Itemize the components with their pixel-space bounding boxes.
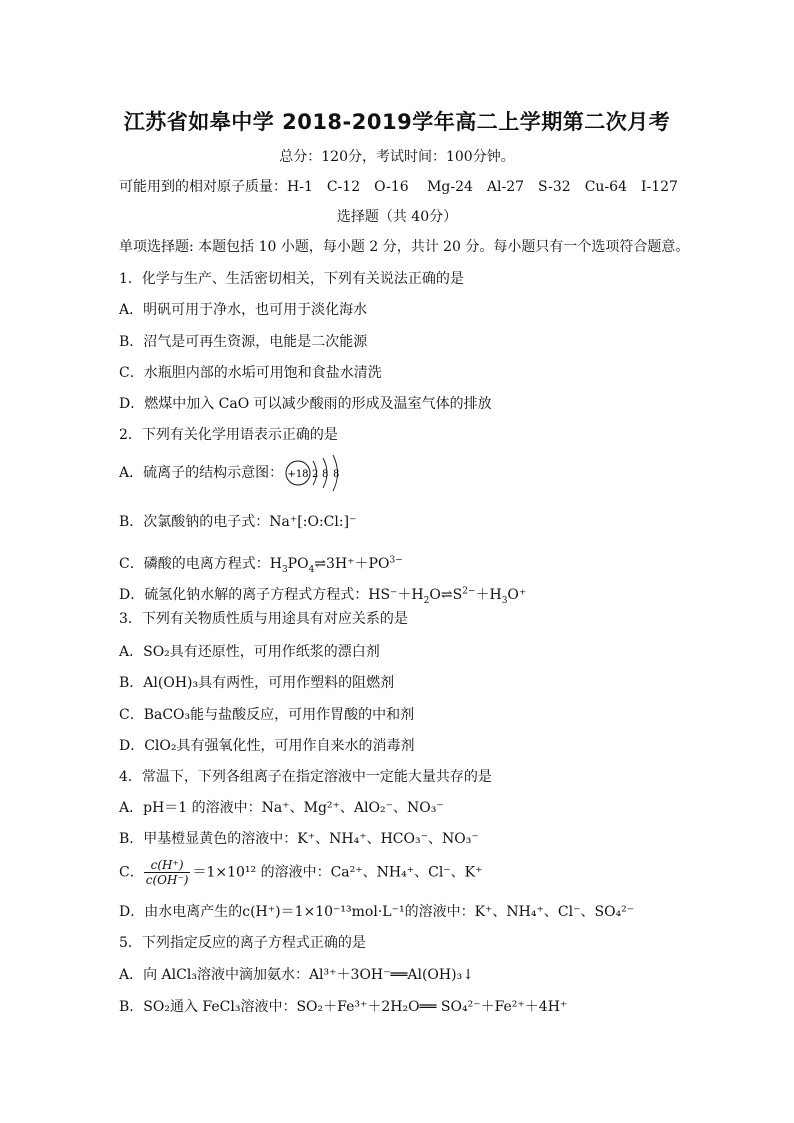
- eq-sub: 3: [501, 595, 508, 606]
- q4-option-a: A．pH＝1 的溶液中：Na⁺、Mg²⁺、AlO₂⁻、NO₃⁻: [119, 800, 444, 816]
- q4-option-c-rest: ＝1×10¹² 的溶液中：Ca²⁺、NH₄⁺、Cl⁻、K⁺: [192, 864, 483, 881]
- q2-option-c: [119, 555, 403, 573]
- q1-stem: 1．化学与生产、生活密切相关，下列有关说法正确的是: [119, 271, 464, 287]
- shell-2-electrons: 8: [322, 469, 329, 480]
- q2-option-c-label: C．磷酸的电离方程式：: [119, 556, 270, 572]
- q3-option-b: B．Al(OH)₃具有两性，可用作塑料的阻燃剂: [119, 675, 395, 691]
- q3-option-a: A．SO₂具有还原性，可用作纸浆的漂白剂: [119, 644, 380, 660]
- shell-3-electrons: 8: [333, 469, 340, 480]
- atomic-masses: 可能用到的相对原子质量：H-1 C-12 O-16 Mg-24 Al-27 S-32 Cu-64 I-127: [119, 179, 678, 195]
- shell-1-electrons: 2: [312, 469, 319, 480]
- q4-option-b: B．甲基橙显黄色的溶液中：K⁺、NH₄⁺、HCO₃⁻、NO₃⁻: [119, 831, 479, 847]
- eq-sup: 2−: [462, 586, 476, 597]
- q2-stem: 2．下列有关化学用语表示正确的是: [119, 427, 338, 443]
- q2-option-b-label: B．次氯酸钠的电子式：: [119, 514, 270, 530]
- q3-option-d: D．ClO₂具有强氧化性，可用作自来水的消毒剂: [119, 738, 415, 754]
- q3-option-c: C．BaCO₃能与盐酸反应，可用作胃酸的中和剂: [119, 707, 415, 723]
- fraction-denominator: c(OH⁻): [145, 873, 189, 887]
- eq-part: PO: [287, 556, 309, 572]
- q5-option-a: A．向 AlCl₃溶液中滴加氨水：Al³⁺＋3OH⁻══Al(OH)₃↓: [119, 967, 474, 983]
- nucleus-charge: +18: [287, 469, 309, 480]
- q2-option-d: [119, 586, 526, 604]
- q2-option-a-label: A．硫离子的结构示意图：: [119, 465, 284, 481]
- eq-part: O⁺: [507, 587, 527, 603]
- sodium-hypochlorite-electron-formula: Na⁺[:O:Cl:]⁻: [269, 514, 357, 530]
- eq-sub: 2: [423, 595, 430, 606]
- section-heading: 选择题（共 40分）: [336, 209, 458, 225]
- eq-part: S: [452, 587, 463, 603]
- page-title: 江苏省如皋中学 2018-2019学年高二上学期第二次月考: [123, 110, 671, 134]
- q1-option-c: C．水瓶胆内部的水垢可用饱和食盐水清洗: [119, 365, 382, 381]
- q2-option-d-label: D．硫氢化钠水解的离子方程式方程式：: [119, 587, 369, 603]
- eq-part: 3H⁺＋PO: [326, 556, 390, 572]
- q1-option-d: D．燃煤中加入 CaO 可以减少酸雨的形成及温室气体的排放: [119, 396, 492, 412]
- q4-option-d: D．由水电离产生的c(H⁺)＝1×10⁻¹³mol·L⁻¹的溶液中：K⁺、NH₄⁺、Cl⁻、SO₄²⁻: [119, 904, 635, 920]
- concentration-ratio-fraction: [144, 858, 191, 887]
- eq-part: H: [269, 556, 282, 572]
- q2-option-a: [119, 464, 283, 482]
- equilibrium-arrow: ⇌: [314, 556, 327, 572]
- eq-sub: 4: [308, 564, 315, 575]
- instructions: 单项选择题: 本题包括 10 小题，每小题 2 分，共计 20 分。每小题只有一个选项符合题意。: [119, 239, 690, 255]
- equilibrium-arrow: ⇌: [440, 587, 453, 603]
- q5-option-b: B．SO₂通入 FeCl₃溶液中：SO₂＋Fe³⁺＋2H₂O══ SO₄²⁻＋Fe²⁺＋4H⁺: [119, 999, 568, 1015]
- sulfide-ion-structure-diagram: [283, 452, 353, 494]
- q5-stem: 5．下列指定反应的离子方程式正确的是: [119, 935, 366, 951]
- fraction-numerator: c(H⁺): [144, 858, 191, 873]
- q4-option-c-label: C．: [119, 864, 144, 881]
- eq-sub: 3: [281, 564, 288, 575]
- q4-stem: 4．常温下，下列各组离子在指定溶液中一定能大量共存的是: [119, 769, 492, 785]
- eq-part: O: [429, 587, 441, 603]
- eq-sup: 3−: [389, 555, 403, 566]
- q4-option-c: [119, 858, 483, 887]
- q3-stem: 3．下列有关物质性质与用途具有对应关系的是: [119, 611, 408, 627]
- q1-option-a: A．明矾可用于净水，也可用于淡化海水: [119, 302, 368, 318]
- q2-option-b: [119, 513, 356, 531]
- eq-part: ＋H: [475, 587, 502, 603]
- q1-option-b: B．沼气是可再生资源，电能是二次能源: [119, 334, 368, 350]
- eq-part: HS⁻＋H: [368, 587, 424, 603]
- exam-info: 总分：120分，考试时间：100分钟。: [279, 149, 515, 165]
